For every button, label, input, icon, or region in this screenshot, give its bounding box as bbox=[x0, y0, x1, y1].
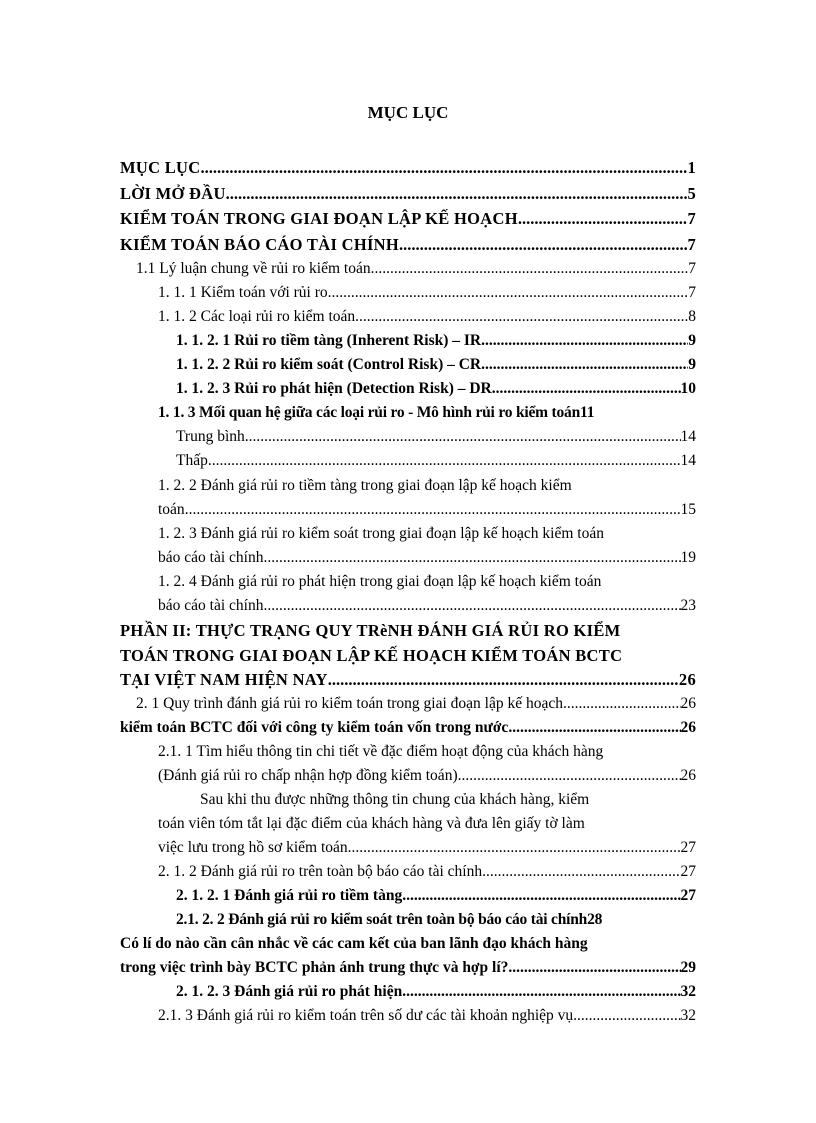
toc-entry-text: báo cáo tài chính bbox=[158, 549, 264, 566]
toc-entry[interactable] bbox=[176, 910, 696, 930]
toc-entry-page: 26 bbox=[680, 767, 696, 784]
toc-entry-text: 2. 1. 2 Đánh giá rủi ro trên toàn bộ báo cáo tài chính bbox=[158, 863, 483, 880]
toc-entry-text: 2.1. 2. 2 Đánh giá rủi ro kiểm soát trên toàn bộ báo cáo tài chính bbox=[176, 911, 588, 928]
toc-leader bbox=[226, 184, 688, 204]
toc-leader bbox=[481, 355, 688, 375]
toc-entry-text: 1. 1. 2. 1 Rủi ro tiềm tàng (Inherent Risk) – IR bbox=[176, 332, 482, 349]
toc-entry[interactable] bbox=[158, 307, 696, 327]
toc-entry-page: 23 bbox=[680, 597, 696, 614]
toc-entry-text: 2. 1. 2. 1 Đánh giá rủi ro tiềm tàng bbox=[176, 887, 403, 904]
toc-entry-page: 27 bbox=[680, 839, 696, 856]
toc-entry-page: 7 bbox=[688, 260, 696, 277]
toc-entry-page: 9 bbox=[688, 332, 696, 349]
toc-leader bbox=[402, 886, 680, 906]
toc-entry[interactable] bbox=[158, 838, 696, 858]
toc-leader bbox=[371, 259, 689, 279]
toc-leader bbox=[508, 958, 680, 978]
toc-entry[interactable] bbox=[158, 596, 696, 616]
toc-leader bbox=[573, 1006, 680, 1026]
toc-entry-text: TẠI VIỆT NAM HIỆN NAY bbox=[120, 670, 328, 689]
toc-entry-text: 2. 1. 2. 3 Đánh giá rủi ro phát hiện bbox=[176, 983, 403, 1000]
toc-entry[interactable] bbox=[158, 766, 696, 786]
toc-entry-page: 32 bbox=[680, 1007, 696, 1024]
toc-entry[interactable] bbox=[176, 379, 696, 399]
toc-entry-text: 2.1. 3 Đánh giá rủi ro kiểm toán trên số dư các tài khoản nghiệp vụ bbox=[158, 1007, 574, 1024]
toc-leader bbox=[200, 158, 687, 178]
toc-leader bbox=[245, 427, 681, 447]
toc-entry-page: 7 bbox=[687, 209, 696, 228]
toc-entry-page: 7 bbox=[688, 284, 696, 301]
toc-entry[interactable] bbox=[120, 209, 696, 229]
toc-entry-text[interactable]: PHẦN II: THỰC TRẠNG QUY TRèNH ĐÁNH GIÁ RỦI RO KIỂM bbox=[120, 621, 621, 640]
toc-entry[interactable] bbox=[176, 451, 696, 471]
toc-entry-text[interactable]: 2.1. 1 Tìm hiểu thông tin chi tiết về đặc điểm hoạt động của khách hàng bbox=[158, 743, 604, 760]
toc-leader bbox=[263, 596, 680, 616]
toc-entry-text: LỜI MỞ ĐẦU bbox=[120, 184, 226, 203]
toc-leader bbox=[263, 548, 680, 568]
toc-entry-page: 9 bbox=[688, 356, 696, 373]
toc-entry-text: kiểm toán BCTC đối với công ty kiểm toán vốn trong nước bbox=[120, 719, 509, 736]
toc-entry[interactable] bbox=[158, 283, 696, 303]
toc-entry-text: trong việc trình bày BCTC phản ánh trung thực và hợp lí? bbox=[120, 959, 509, 976]
toc-leader bbox=[355, 307, 688, 327]
toc-leader bbox=[563, 694, 680, 714]
toc-entry-text: Trung bình bbox=[176, 428, 245, 445]
toc-entry-page: 19 bbox=[680, 549, 696, 566]
toc-leader bbox=[328, 283, 689, 303]
toc-entry-text: 1.1 Lý luận chung về rủi ro kiểm toán bbox=[136, 260, 371, 277]
toc-entry-page: 5 bbox=[687, 184, 696, 203]
toc-entry-text: 1. 1. 1 Kiểm toán với rủi ro bbox=[158, 284, 328, 301]
toc-leader bbox=[352, 838, 681, 858]
toc-leader bbox=[208, 451, 681, 471]
toc-entry-page: 7 bbox=[687, 235, 696, 254]
toc-entry-text: 2. 1 Quy trình đánh giá rủi ro kiểm toán trong giai đoạn lập kế hoạch bbox=[136, 695, 564, 712]
toc-entry-page: 26 bbox=[680, 719, 696, 736]
toc-entry[interactable] bbox=[120, 184, 696, 204]
toc-entry-page: 26 bbox=[678, 670, 696, 689]
toc-entry-text: 1. 1. 2 Các loại rủi ro kiểm toán bbox=[158, 308, 356, 325]
toc-entry-text: 1. 1. 3 Mối quan hệ giữa các loại rủi ro - Mô hình rủi ro kiểm toán bbox=[158, 404, 581, 421]
toc-entry-page: 10 bbox=[680, 380, 696, 397]
toc-entry-page: 27 bbox=[680, 863, 696, 880]
toc-entry[interactable] bbox=[176, 982, 696, 1002]
toc-entry-text[interactable]: 1. 2. 3 Đánh giá rủi ro kiểm soát trong giai đoạn lập kế hoạch kiểm toán bbox=[158, 525, 604, 542]
toc-entry-text[interactable]: 1. 2. 2 Đánh giá rủi ro tiềm tàng trong giai đoạn lập kế hoạch kiểm bbox=[158, 477, 572, 494]
toc-entry-text: KIỂM TOÁN TRONG GIAI ĐOẠN LẬP KẾ HOẠCH bbox=[120, 209, 518, 228]
toc-entry[interactable] bbox=[120, 670, 696, 690]
toc-entry-page: 1 bbox=[687, 158, 696, 177]
toc-entry-page: 11 bbox=[580, 404, 595, 421]
toc-entry[interactable] bbox=[176, 355, 696, 375]
toc-entry[interactable] bbox=[136, 694, 696, 714]
toc-leader bbox=[185, 500, 681, 520]
toc-entry-page: 15 bbox=[680, 501, 696, 518]
toc-leader bbox=[482, 862, 680, 882]
toc-entry[interactable] bbox=[176, 886, 696, 906]
toc-entry-page: 28 bbox=[587, 911, 603, 928]
toc-entry[interactable] bbox=[120, 718, 696, 738]
toc-entry[interactable] bbox=[158, 500, 696, 520]
toc-entry[interactable] bbox=[158, 862, 696, 882]
page-title: MỤC LỤC bbox=[367, 103, 449, 122]
toc-entry-text: toán bbox=[158, 501, 185, 518]
toc-entry-page: 14 bbox=[680, 452, 696, 469]
toc-leader bbox=[492, 379, 681, 399]
toc-entry-text[interactable]: 1. 2. 4 Đánh giá rủi ro phát hiện trong giai đoạn lập kế hoạch kiểm toán bbox=[158, 573, 602, 590]
toc-entry-text: báo cáo tài chính bbox=[158, 597, 264, 614]
toc-entry-text: MỤC LỤC bbox=[120, 158, 201, 177]
toc-entry[interactable] bbox=[158, 1006, 696, 1026]
toc-entry[interactable] bbox=[136, 259, 696, 279]
toc-entry[interactable] bbox=[158, 548, 696, 568]
toc-leader bbox=[481, 331, 688, 351]
toc-entry-text: 1. 1. 2. 3 Rủi ro phát hiện (Detection Risk) – DR bbox=[176, 380, 492, 397]
toc-leader bbox=[458, 766, 681, 786]
toc-entry-text[interactable]: Có lí do nào cần cân nhắc về các cam kết của ban lãnh đạo khách hàng bbox=[120, 935, 588, 952]
toc-leader bbox=[399, 235, 687, 255]
toc-entry-text: 1. 1. 2. 2 Rủi ro kiểm soát (Control Risk) – CR bbox=[176, 356, 482, 373]
toc-leader bbox=[518, 209, 688, 229]
toc-entry-text: việc lưu trong hồ sơ kiểm toán. bbox=[158, 839, 352, 856]
toc-entry[interactable] bbox=[120, 235, 696, 255]
toc-entry-text: Thấp bbox=[176, 452, 208, 469]
toc-entry-page: 26 bbox=[680, 695, 696, 712]
toc-entry-text[interactable]: toán viên tóm tắt lại đặc điểm của khách hàng và đưa lên giấy tờ làm bbox=[158, 815, 585, 832]
toc-entry-page: 8 bbox=[688, 308, 696, 325]
toc-entry[interactable] bbox=[120, 158, 696, 178]
toc-entry[interactable] bbox=[158, 403, 696, 423]
toc-entry-page: 27 bbox=[680, 887, 696, 904]
toc-entry-text[interactable]: TOÁN TRONG GIAI ĐOẠN LẬP KẾ HOẠCH KIỂM TOÁN BCTC bbox=[120, 646, 623, 665]
toc-entry-page: 14 bbox=[680, 428, 696, 445]
toc-entry-page: 29 bbox=[680, 959, 696, 976]
toc-entry-text[interactable]: Sau khi thu được những thông tin chung của khách hàng, kiểm bbox=[200, 791, 590, 808]
toc-leader bbox=[402, 982, 680, 1002]
toc-entry-text: KIỂM TOÁN BÁO CÁO TÀI CHÍNH bbox=[120, 235, 400, 254]
toc-entry-text: (Đánh giá rủi ro chấp nhận hợp đồng kiểm toán) bbox=[158, 767, 458, 784]
toc-leader bbox=[328, 670, 679, 690]
toc-entry[interactable] bbox=[120, 958, 696, 978]
toc-leader bbox=[508, 718, 680, 738]
toc-entry[interactable] bbox=[176, 331, 696, 351]
toc-entry-page: 32 bbox=[680, 983, 696, 1000]
toc-entry[interactable] bbox=[176, 427, 696, 447]
